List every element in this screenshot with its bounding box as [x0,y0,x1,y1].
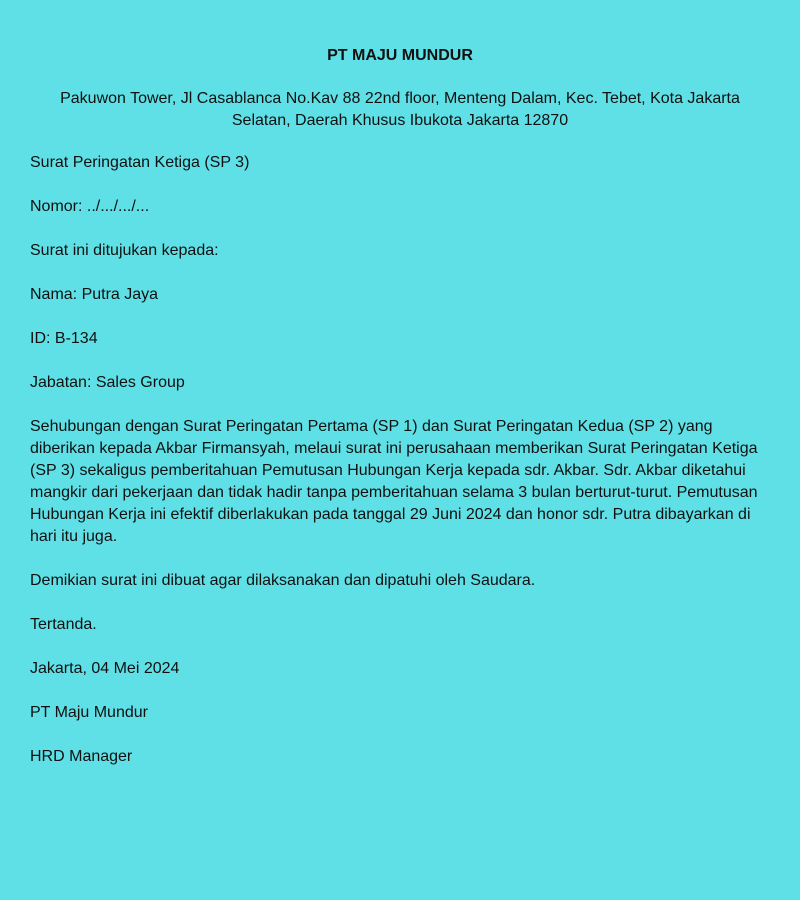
recipient-position: Jabatan: Sales Group [30,374,185,391]
letter-body: Sehubungan dengan Surat Peringatan Pertama (SP 1) dan Surat Peringatan Kedua (SP 2) yang diberikan kepada Akbar Firmansyah, melaui surat ini perusahaan memberikan Surat Peringatan Ketiga (SP 3) sekaligus pemberitahuan Pemutusan Hubungan Kerja kepada sdr. Akbar. Sdr. Akbar diketahui mangkir dari pekerjaan dan tidak hadir tanpa pemberitahuan selama 3 bulan berturut-turut. Pemutusan Hubungan Kerja ini efektif diberlakukan pada tanggal 29 Juni 2024 dan honor sdr. Putra dibayarkan di hari itu juga. [30,418,758,545]
signatory-title: HRD Manager [30,748,133,765]
letter-subject: Surat Peringatan Ketiga (SP 3) [30,154,250,171]
company-name: PT MAJU MUNDUR [327,47,473,64]
signed-label: Tertanda. [30,616,97,633]
company-address: Pakuwon Tower, Jl Casablanca No.Kav 88 22nd floor, Menteng Dalam, Kec. Tebet, Kota Jakarta Selatan, Daerah Khusus Ibukota Jakarta 12870 [60,90,740,129]
signatory-company: PT Maju Mundur [30,704,148,721]
place-date: Jakarta, 04 Mei 2024 [30,660,180,677]
addressed-to: Surat ini ditujukan kepada: [30,242,219,259]
recipient-id: ID: B-134 [30,330,98,347]
letter-number: Nomor: ../.../.../... [30,198,150,215]
closing-statement: Demikian surat ini dibuat agar dilaksanakan dan dipatuhi oleh Saudara. [30,572,536,589]
recipient-name: Nama: Putra Jaya [30,286,159,303]
